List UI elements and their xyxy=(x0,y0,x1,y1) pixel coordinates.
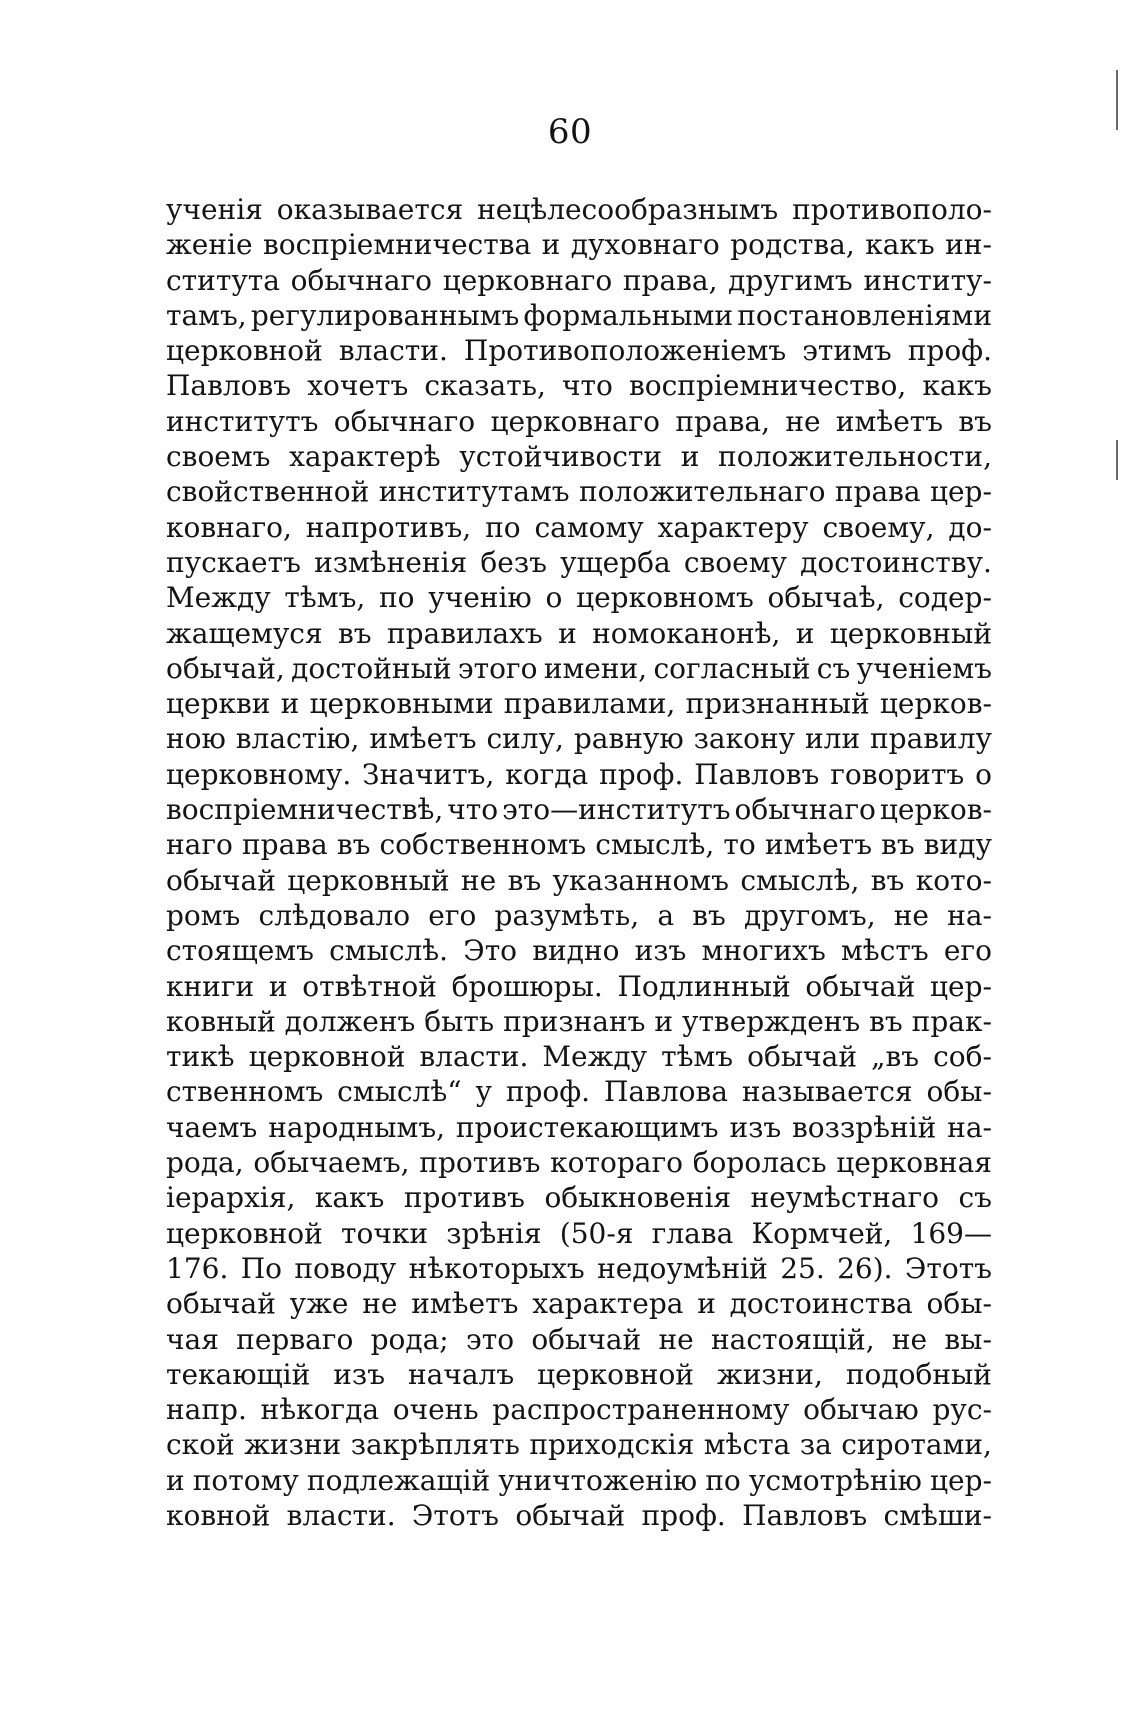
word: что xyxy=(447,793,499,827)
word: тѣмъ xyxy=(661,1040,734,1074)
word: изъ xyxy=(729,1110,782,1144)
word: закрѣплять xyxy=(350,1428,520,1462)
word: институ- xyxy=(863,263,992,297)
word: властію, xyxy=(235,722,360,756)
word: Значитъ, xyxy=(362,757,495,791)
word: ин- xyxy=(945,228,992,262)
text-line xyxy=(166,1180,992,1215)
text-line xyxy=(166,1357,992,1392)
word: въ xyxy=(870,863,905,897)
text-line xyxy=(166,969,992,1004)
word: свойственной xyxy=(166,475,370,509)
word: его xyxy=(428,898,477,932)
word: или xyxy=(805,722,861,756)
word: подобный xyxy=(845,1357,992,1391)
word: жащемуся xyxy=(166,616,323,650)
word: рода; xyxy=(370,1322,449,1356)
word: кото- xyxy=(915,863,992,897)
word: называется xyxy=(741,1075,913,1109)
word: церковная xyxy=(836,1146,992,1180)
word: воспріемничества xyxy=(262,228,532,262)
word: это xyxy=(466,1322,515,1356)
word: и xyxy=(166,1463,185,1497)
word: 25. xyxy=(780,1251,825,1285)
word: обычай xyxy=(166,1287,276,1321)
word: церковнаго xyxy=(442,263,613,297)
word: противъ xyxy=(403,1181,525,1215)
word: ститута xyxy=(166,263,280,297)
word: рус- xyxy=(932,1393,992,1427)
word: подлежащій xyxy=(306,1463,491,1497)
word: настоящій, xyxy=(711,1322,875,1356)
word: формальными xyxy=(523,298,734,332)
word: наго xyxy=(166,828,233,862)
word: цер- xyxy=(930,969,992,1003)
word: церков- xyxy=(879,793,992,827)
word: прак- xyxy=(911,1004,992,1038)
word: ною xyxy=(166,722,226,756)
word: что xyxy=(562,369,613,403)
word: противъ xyxy=(419,1146,541,1180)
word: силу, xyxy=(486,722,564,756)
word: 176. xyxy=(166,1251,229,1285)
word: обычаѣ, xyxy=(767,581,885,615)
word: проф. xyxy=(907,334,992,368)
word: номоканонѣ, xyxy=(592,616,781,650)
word: имѣетъ xyxy=(764,828,873,862)
word: устойчивости xyxy=(459,440,663,474)
word: не xyxy=(893,898,929,932)
word: съ xyxy=(816,651,851,685)
word: изъ xyxy=(634,934,687,968)
word: церкви xyxy=(166,687,271,721)
word: вы- xyxy=(944,1322,992,1356)
word: стоящемъ xyxy=(166,934,314,968)
word: нецѣлесообразнымъ xyxy=(477,193,779,226)
word: имѣетъ xyxy=(411,1287,519,1321)
text-line xyxy=(166,510,992,545)
word: быть xyxy=(424,1004,495,1038)
text-line xyxy=(166,792,992,827)
text-line xyxy=(166,863,992,898)
word: обычай xyxy=(805,969,916,1003)
word: ковной xyxy=(166,1498,271,1532)
word: брошюры. xyxy=(451,969,603,1003)
word: достоинства xyxy=(729,1287,913,1321)
word: долженъ xyxy=(284,1004,416,1038)
word: въ xyxy=(881,828,915,862)
word: уже xyxy=(289,1287,349,1321)
word: 169— xyxy=(910,1216,992,1250)
text-line xyxy=(166,439,992,474)
word: положительнаго xyxy=(578,475,826,509)
word: правилу xyxy=(870,722,992,756)
word: зрѣнія xyxy=(446,1216,542,1250)
word: и xyxy=(654,1004,674,1038)
word: напротивъ, xyxy=(305,510,472,544)
word: по xyxy=(705,1463,741,1497)
word: и xyxy=(697,1287,716,1321)
word: безъ xyxy=(480,545,547,579)
word: не xyxy=(460,863,497,897)
word: котораго xyxy=(550,1146,684,1180)
word: до- xyxy=(948,510,992,544)
word: по xyxy=(379,581,415,615)
text-line xyxy=(166,686,992,721)
word: іерархія, xyxy=(166,1181,296,1215)
word: многихъ xyxy=(701,934,826,968)
word: ученію xyxy=(428,581,532,615)
text-line xyxy=(166,474,992,509)
text-line xyxy=(166,1463,992,1498)
word: проистекающимъ xyxy=(455,1110,719,1144)
word: церковной xyxy=(248,1040,406,1074)
word: о xyxy=(545,581,563,615)
word: и xyxy=(268,969,288,1003)
word: характерѣ xyxy=(289,440,441,474)
word: обы- xyxy=(926,1287,992,1321)
word: нѣкоторыхъ xyxy=(408,1251,585,1285)
text-line xyxy=(166,1322,992,1357)
word: ущерба xyxy=(560,545,671,579)
text-line xyxy=(166,1392,992,1427)
text-line xyxy=(166,545,992,580)
word: Противоположеніемъ xyxy=(463,334,787,368)
word: воспріемничество, xyxy=(629,369,907,403)
word: церковномъ xyxy=(576,581,754,615)
word: смыслѣ, xyxy=(595,828,715,862)
word: точки xyxy=(341,1216,429,1250)
word: права xyxy=(834,475,921,509)
word: утвержденъ xyxy=(681,1004,861,1038)
word: церковному. xyxy=(166,757,352,791)
word: проф. xyxy=(641,1498,726,1532)
text-line xyxy=(166,1251,992,1286)
word: обычай xyxy=(747,1040,857,1074)
word: жизни xyxy=(244,1428,342,1462)
word: ученія xyxy=(166,193,263,226)
word: своемъ xyxy=(166,440,271,474)
word: (50-я xyxy=(559,1216,634,1250)
text-line xyxy=(166,1286,992,1321)
word: чаемъ xyxy=(166,1110,258,1144)
word: измѣненія xyxy=(314,545,468,579)
word: ственномъ xyxy=(166,1075,324,1109)
word: съ xyxy=(958,1181,992,1215)
word: права, xyxy=(675,404,770,438)
word: Кормчей, xyxy=(751,1216,893,1250)
word: въ xyxy=(336,828,371,862)
text-line xyxy=(166,757,992,792)
page-number: 60 xyxy=(547,112,593,152)
word: 26). xyxy=(837,1251,893,1285)
word: постановленіями xyxy=(737,298,992,332)
text-line xyxy=(166,1074,992,1109)
word: какъ xyxy=(922,369,992,403)
word: перваго xyxy=(236,1322,354,1356)
word: обычай xyxy=(515,1498,626,1532)
text-line xyxy=(166,1039,992,1074)
word: и xyxy=(680,440,700,474)
word: обычнаго xyxy=(734,793,876,827)
word: власти. xyxy=(419,1040,529,1074)
body-text xyxy=(166,192,992,1533)
word: усмотрѣнію xyxy=(748,1463,922,1497)
word: на- xyxy=(947,1110,992,1144)
word: цер- xyxy=(930,1463,992,1497)
word: Этотъ xyxy=(904,1251,992,1285)
word: своему, xyxy=(822,510,935,544)
word: обы- xyxy=(926,1075,992,1109)
word: цер- xyxy=(929,475,992,509)
word: смыслѣ, xyxy=(740,863,860,897)
word: церковный xyxy=(829,616,992,650)
word: ромъ xyxy=(166,898,241,932)
word: самому xyxy=(534,510,644,544)
text-line xyxy=(166,616,992,651)
word: обычаемъ, xyxy=(253,1146,410,1180)
word: тикѣ xyxy=(166,1040,235,1074)
word: боролась xyxy=(692,1146,827,1180)
word: то xyxy=(723,828,756,862)
word: власти. xyxy=(286,1498,396,1532)
word: смыслѣ. xyxy=(329,934,449,968)
word: обычаю xyxy=(803,1393,919,1427)
text-line xyxy=(166,1427,992,1462)
word: смѣши- xyxy=(883,1498,992,1532)
word: власти. xyxy=(338,334,448,368)
word: неумѣстнаго xyxy=(750,1181,939,1215)
word: не xyxy=(785,404,821,438)
word: Это xyxy=(463,934,518,968)
word: тѣмъ, xyxy=(284,581,366,615)
word: признанный xyxy=(685,687,870,721)
word: это—институтъ xyxy=(502,793,731,827)
word: и xyxy=(280,687,300,721)
word: видно xyxy=(532,934,620,968)
word: тамъ, xyxy=(166,298,247,332)
word: нѣкогда xyxy=(260,1393,380,1427)
word: не xyxy=(362,1287,398,1321)
word: церковной xyxy=(537,1357,694,1391)
text-line xyxy=(166,404,992,439)
word: Между xyxy=(166,581,271,615)
word: имѣетъ xyxy=(835,404,944,438)
word: мѣстъ xyxy=(840,934,929,968)
word: воспріемничествѣ, xyxy=(166,793,444,827)
word: по xyxy=(485,510,521,544)
word: текающій xyxy=(166,1357,311,1391)
word: противополо- xyxy=(792,193,992,226)
word: потому xyxy=(192,1463,299,1497)
word: и xyxy=(795,616,815,650)
word: отвѣтной xyxy=(302,969,437,1003)
word: женіе xyxy=(166,228,253,262)
word: Павловъ xyxy=(166,369,292,403)
word: приходскія xyxy=(529,1428,695,1462)
word: изъ xyxy=(333,1357,386,1391)
word: разумѣть, xyxy=(494,898,640,932)
text-line xyxy=(166,580,992,615)
word: когда xyxy=(505,757,589,791)
word: проф. xyxy=(505,1075,591,1109)
word: рода, xyxy=(166,1146,244,1180)
word: достойный xyxy=(291,651,452,685)
word: регулированнымъ xyxy=(250,298,520,332)
word: правилахъ xyxy=(386,616,543,650)
word: напр. xyxy=(166,1393,247,1427)
word: и xyxy=(558,616,577,650)
word: обычай xyxy=(531,1322,642,1356)
word: пускаетъ xyxy=(166,545,301,579)
word: Этотъ xyxy=(411,1498,499,1532)
word: положительности, xyxy=(718,440,992,474)
word: за xyxy=(799,1428,832,1462)
word: ской xyxy=(166,1428,235,1462)
word: не xyxy=(891,1322,928,1356)
word: виду xyxy=(923,828,992,862)
scan-edge-mark xyxy=(1116,440,1118,480)
word: обычай xyxy=(166,863,276,897)
word: жизни, xyxy=(716,1357,823,1391)
word: ученіемъ xyxy=(856,651,992,685)
text-line xyxy=(166,333,992,368)
word: Павловъ xyxy=(694,757,820,791)
word: родства, xyxy=(730,228,855,262)
text-line xyxy=(166,721,992,756)
word: характера xyxy=(532,1287,684,1321)
word: его xyxy=(943,934,992,968)
word: очень xyxy=(392,1393,479,1427)
word: обыкновенія xyxy=(544,1181,732,1215)
word: мѣста xyxy=(703,1428,791,1462)
word: недоумѣній xyxy=(597,1251,768,1285)
word: какъ xyxy=(314,1181,385,1215)
word: „въ xyxy=(871,1040,920,1074)
word: въ xyxy=(507,863,542,897)
text-line xyxy=(166,1498,992,1533)
word: церковной xyxy=(166,1216,323,1250)
word: обычай, xyxy=(166,651,285,685)
text-line xyxy=(166,1145,992,1180)
word: церков- xyxy=(879,687,992,721)
word: въ xyxy=(869,1004,903,1038)
word: институтамъ xyxy=(378,475,570,509)
word: поводу xyxy=(294,1251,397,1285)
word: духовнаго xyxy=(570,228,720,262)
text-line xyxy=(166,933,992,968)
word: По xyxy=(240,1251,282,1285)
text-line xyxy=(166,298,992,333)
text-line xyxy=(166,227,992,262)
word: ковнаго, xyxy=(166,510,292,544)
text-line xyxy=(166,1216,992,1251)
text-line xyxy=(166,368,992,403)
word: правилами, xyxy=(503,687,676,721)
word: чая xyxy=(166,1322,219,1356)
word: ковный xyxy=(166,1004,276,1038)
word: на- xyxy=(947,898,992,932)
word: сказать, xyxy=(424,369,546,403)
word: въ xyxy=(958,404,992,438)
text-line xyxy=(166,263,992,298)
word: книги xyxy=(166,969,255,1003)
word: другомъ, xyxy=(743,898,876,932)
word: воззрѣній xyxy=(792,1110,937,1144)
text-line xyxy=(166,827,992,862)
word: признанъ xyxy=(503,1004,646,1038)
word: въ xyxy=(692,898,726,932)
word: обычнаго xyxy=(290,263,433,297)
word: Между xyxy=(542,1040,648,1074)
word: институтъ xyxy=(166,404,319,438)
word: сиротами, xyxy=(841,1428,992,1462)
word: въ xyxy=(338,616,372,650)
word: этого xyxy=(457,651,538,685)
text-line xyxy=(166,898,992,933)
text-line xyxy=(166,1004,992,1039)
word: церковнаго xyxy=(490,404,661,438)
word: смыслѣ“ xyxy=(337,1075,462,1109)
word: имени, xyxy=(543,651,648,685)
text-line xyxy=(166,1110,992,1145)
word: хочетъ xyxy=(307,369,409,403)
word: содер- xyxy=(898,581,992,615)
word: указанномъ xyxy=(552,863,729,897)
word: достоинству. xyxy=(800,545,992,579)
word: соб- xyxy=(933,1040,992,1074)
word: равную xyxy=(573,722,684,756)
word: проф. xyxy=(599,757,684,791)
word: слѣдовало xyxy=(258,898,411,932)
word: о xyxy=(975,757,992,791)
word: обычнаго xyxy=(333,404,476,438)
word: согласный xyxy=(653,651,811,685)
text-line xyxy=(166,192,992,227)
word: характеру xyxy=(657,510,809,544)
word: а xyxy=(657,898,675,932)
word: Подлинный xyxy=(617,969,791,1003)
word: не xyxy=(658,1322,694,1356)
word: народнымъ, xyxy=(268,1110,446,1144)
word: этимъ xyxy=(802,334,892,368)
word: и xyxy=(541,228,561,262)
word: имѣетъ xyxy=(369,722,477,756)
word: говоритъ xyxy=(830,757,965,791)
word: Павловъ xyxy=(742,1498,868,1532)
word: церковной xyxy=(166,334,323,368)
word: Павлова xyxy=(603,1075,728,1109)
word: закону xyxy=(693,722,796,756)
word: оказывается xyxy=(276,193,464,226)
word: какъ xyxy=(865,228,935,262)
word: уничтоженію xyxy=(498,1463,698,1497)
word: распространенному xyxy=(492,1393,790,1427)
word: права xyxy=(241,828,328,862)
word: глава xyxy=(651,1216,734,1250)
word: началъ xyxy=(408,1357,515,1391)
word: церковный xyxy=(287,863,450,897)
word: собственномъ xyxy=(379,828,587,862)
word: права, xyxy=(622,263,718,297)
word: у xyxy=(475,1075,492,1109)
text-line xyxy=(166,651,992,686)
word: церковными xyxy=(309,687,494,721)
word: другимъ xyxy=(728,263,853,297)
word: своему xyxy=(683,545,787,579)
